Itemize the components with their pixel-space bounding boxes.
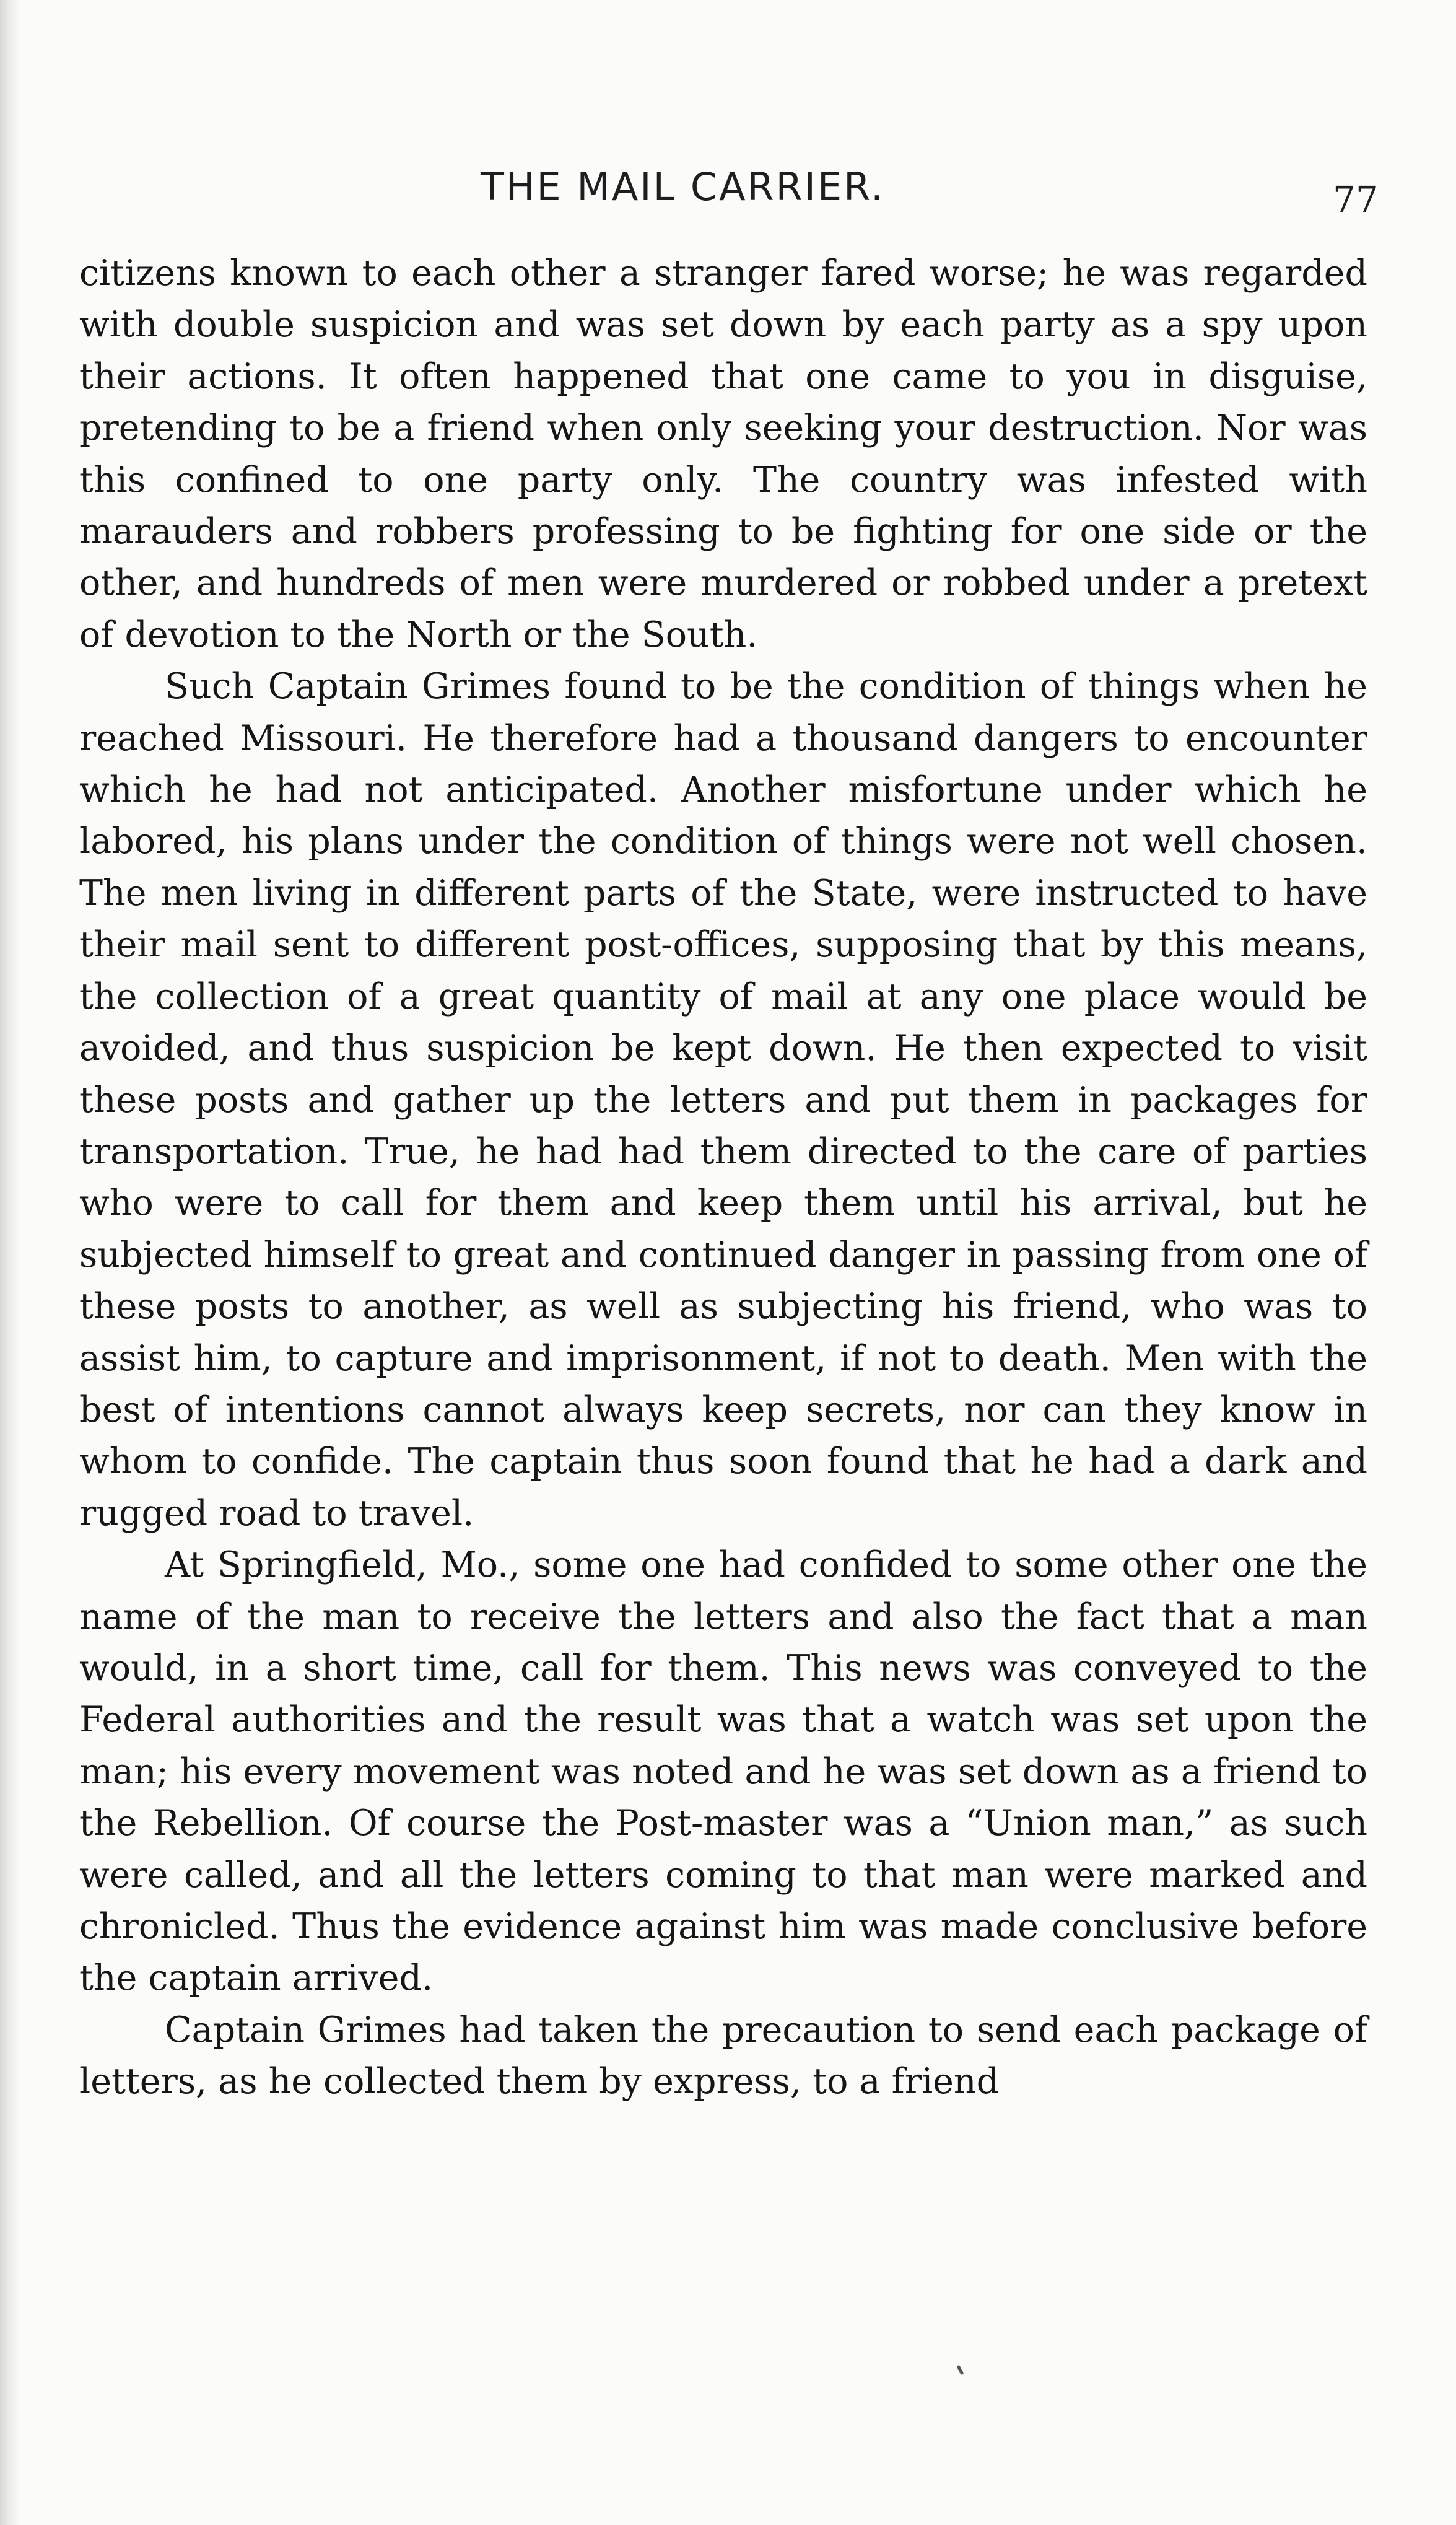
running-title: THE MAIL CARRIER. xyxy=(481,164,885,209)
paragraph-1: citizens known to each other a stranger fared worse; he was regarded with double suspicion and was set down by each party as a spy upon their actions. It often happened that one came to you in disguise, pretending to be a friend when only seeking your destruction. Nor was this confined to one party only. The country was infested with marauders and robbers professing to be fighting for one side or the other, and hundreds of men were murdered or robbed under a pretext of devotion to the North or the South. xyxy=(79,253,1367,655)
page-edge-shadow xyxy=(0,0,21,2525)
paragraph-4: Captain Grimes had taken the precaution to send each package of letters, as he collected them by express, to a friend xyxy=(79,2009,1367,2103)
paragraph-3: At Springfield, Mo., some one had confided to some other one the name of the man to receive the letters and also the fact that a man would, in a short time, call for them. This news was conveyed to the Federal authorities and the result was that a watch was set upon the man; his every movement was noted and he was set down as a friend to the Rebellion. Of course the Post-master was a “Union man,” as such were called, and all the letters coming to that man were marked and chronicled. Thus the evidence against him was made conclusive before the captain arrived. xyxy=(79,1544,1367,1999)
page-number: 77 xyxy=(1333,178,1379,221)
ink-speck xyxy=(957,2365,964,2375)
running-header xyxy=(0,162,1456,221)
body-text xyxy=(79,248,1367,2108)
paragraph-2: Such Captain Grimes found to be the condition of things when he reached Missouri. He therefore had a thousand dangers to encounter which he had not anticipated. Another misfortune under which he labored, his plans under the condition of things were not well chosen. The men living in different parts of the State, were instructed to have their mail sent to different post-offices, supposing that by this means, the collection of a great quantity of mail at any one place would be avoided, and thus suspicion be kept down. He then expected to visit these posts and gather up the letters and put them in packages for transportation. True, he had had them directed to the care of parties who were to call for them and keep them until his arrival, but he subjected himself to great and continued danger in passing from one of these posts to another, as well as subjecting his friend, who was to assist him, to capture and imprisonment, if not to death. Men with the best of intentions cannot always keep secrets, nor can they know in whom to confide. The captain thus soon found that he had a dark and rugged road to travel. xyxy=(79,666,1367,1534)
